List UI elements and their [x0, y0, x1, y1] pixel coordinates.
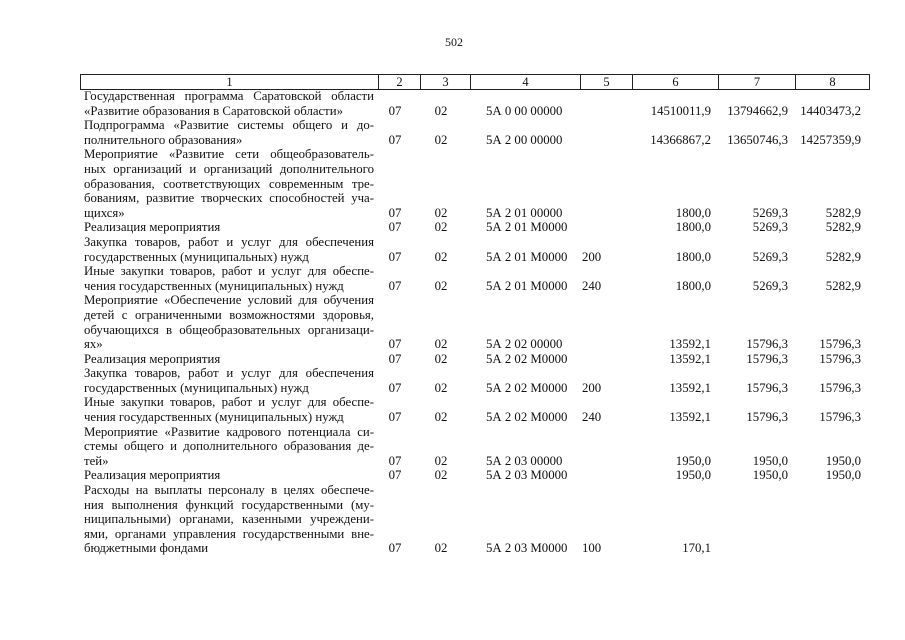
subsection: 02 — [434, 380, 448, 395]
table-row — [80, 395, 864, 424]
table-row — [80, 89, 864, 118]
row-description — [80, 264, 374, 293]
description-line: бованиям, развитие творческих способностей уча- — [84, 191, 374, 206]
description-line: бюджетными фондами — [84, 541, 209, 556]
description-line: Иные закупки товаров, работ и услуг для обеспе- — [84, 395, 374, 410]
amount-col-8: 5282,9 — [825, 220, 861, 235]
section: 07 — [388, 278, 402, 293]
amount-col-7: 13794662,9 — [727, 103, 788, 118]
amount-col-8: 15796,3 — [819, 351, 861, 366]
table-row — [80, 366, 864, 395]
table-row — [80, 220, 864, 235]
row-description — [80, 483, 374, 556]
header-col-6: 6 — [633, 75, 719, 89]
row-description — [80, 366, 374, 395]
amount-col-8: 1950,0 — [825, 453, 861, 468]
amount-col-7: 15796,3 — [746, 410, 788, 425]
amount-col-7: 13650746,3 — [727, 132, 788, 147]
row-description — [80, 118, 374, 147]
row-description — [80, 220, 374, 235]
amount-col-8: 14257359,9 — [800, 132, 861, 147]
table-row — [80, 147, 864, 220]
expense-type: 100 — [582, 541, 602, 556]
amount-col-7: 5269,3 — [752, 278, 788, 293]
description-line: чения государственных (муниципальных) нужд — [84, 278, 344, 293]
subsection: 02 — [434, 337, 448, 352]
expense-type: 240 — [582, 278, 602, 293]
table-row — [80, 118, 864, 147]
target-article: 5А 2 02 М0000 — [486, 380, 568, 395]
amount-col-6: 13592,1 — [669, 410, 711, 425]
section: 07 — [388, 103, 402, 118]
section: 07 — [388, 337, 402, 352]
expense-type: 200 — [582, 380, 602, 395]
target-article: 5А 0 00 00000 — [486, 103, 563, 118]
section: 07 — [388, 220, 402, 235]
table-row — [80, 235, 864, 264]
table-row — [80, 293, 864, 351]
description-line: Закупка товаров, работ и услуг для обеспечения — [84, 366, 374, 381]
subsection: 02 — [434, 453, 448, 468]
target-article: 5А 2 03 М0000 — [486, 541, 568, 556]
row-description — [80, 425, 374, 469]
row-description — [80, 395, 374, 424]
description-line: Закупка товаров, работ и услуг для обеспечения — [84, 234, 374, 249]
subsection: 02 — [434, 351, 448, 366]
amount-col-6: 1800,0 — [675, 220, 711, 235]
amount-col-7: 1950,0 — [752, 453, 788, 468]
amount-col-6: 1950,0 — [675, 453, 711, 468]
row-description — [80, 293, 374, 351]
amount-col-8: 15796,3 — [819, 380, 861, 395]
subsection: 02 — [434, 205, 448, 220]
amount-col-6: 14510011,9 — [650, 103, 711, 118]
description-line: Реализация мероприятия — [84, 220, 221, 235]
subsection: 02 — [434, 132, 448, 147]
amount-col-7: 15796,3 — [746, 380, 788, 395]
row-description — [80, 235, 374, 264]
description-line: чения государственных (муниципальных) нужд — [84, 410, 344, 425]
header-col-1: 1 — [81, 75, 379, 89]
expense-type: 200 — [582, 249, 602, 264]
amount-col-7: 5269,3 — [752, 249, 788, 264]
description-line: Подпрограмма «Развитие системы общего и до- — [84, 118, 374, 133]
description-line: стемы общего и дополнительного образования де- — [84, 439, 374, 454]
description-line: детей с ограниченными возможностями здоровья, — [84, 307, 374, 322]
target-article: 5А 2 01 М0000 — [486, 278, 568, 293]
subsection: 02 — [434, 220, 448, 235]
subsection: 02 — [434, 410, 448, 425]
description-line: Мероприятие «Развитие кадрового потенциала си- — [84, 424, 374, 439]
amount-col-6: 13592,1 — [669, 351, 711, 366]
target-article: 5А 2 03 00000 — [486, 453, 563, 468]
amount-col-7: 15796,3 — [746, 351, 788, 366]
description-line: ях» — [84, 337, 103, 352]
description-line: Реализация мероприятия — [84, 468, 221, 483]
description-line: «Развитие образования в Саратовской области» — [84, 103, 344, 118]
table-row — [80, 264, 864, 293]
section: 07 — [388, 205, 402, 220]
amount-col-8: 14403473,2 — [800, 103, 861, 118]
expense-type: 240 — [582, 410, 602, 425]
amount-col-7: 5269,3 — [752, 205, 788, 220]
section: 07 — [388, 410, 402, 425]
row-description — [80, 352, 374, 367]
table-row — [80, 468, 864, 483]
table-body — [80, 89, 864, 556]
amount-col-8: 5282,9 — [825, 249, 861, 264]
description-line: Мероприятие «Обеспечение условий для обучения — [84, 293, 374, 308]
description-line: полнительного образования» — [84, 132, 243, 147]
amount-col-6: 1800,0 — [675, 249, 711, 264]
subsection: 02 — [434, 249, 448, 264]
table-header — [80, 74, 870, 90]
target-article: 5А 2 00 00000 — [486, 132, 563, 147]
header-col-7: 7 — [719, 75, 796, 89]
target-article: 5А 2 02 М0000 — [486, 351, 568, 366]
description-line: Реализация мероприятия — [84, 351, 221, 366]
description-line: государственных (муниципальных) нужд — [84, 249, 309, 264]
description-line: Расходы на выплаты персоналу в целях обеспече- — [84, 483, 374, 498]
description-line: Государственная программа Саратовской области — [84, 89, 374, 103]
header-col-2: 2 — [379, 75, 421, 89]
amount-col-6: 13592,1 — [669, 337, 711, 352]
row-description — [80, 147, 374, 220]
description-line: образования, соответствующих современным тре- — [84, 176, 374, 191]
header-col-4: 4 — [471, 75, 581, 89]
header-col-3: 3 — [421, 75, 471, 89]
subsection: 02 — [434, 541, 448, 556]
header-col-8: 8 — [829, 75, 836, 89]
amount-col-7: 5269,3 — [752, 220, 788, 235]
target-article: 5А 2 01 М0000 — [486, 249, 568, 264]
description-line: обучающихся в общеобразовательных организаци- — [84, 322, 374, 337]
target-article: 5А 2 03 М0000 — [486, 468, 568, 483]
section: 07 — [388, 453, 402, 468]
subsection: 02 — [434, 468, 448, 483]
section: 07 — [388, 468, 402, 483]
table-row — [80, 425, 864, 469]
description-line: ных организаций и организаций дополнительного — [84, 161, 374, 176]
section: 07 — [388, 132, 402, 147]
description-line: государственных (муниципальных) нужд — [84, 380, 309, 395]
header-col-5: 5 — [581, 75, 633, 89]
description-line: щихся» — [84, 205, 125, 220]
amount-col-6: 14366867,2 — [650, 132, 711, 147]
subsection: 02 — [434, 103, 448, 118]
description-line: ния выполнения функций государственными (му- — [84, 497, 374, 512]
page-number: 502 — [445, 35, 463, 49]
description-line: Мероприятие «Развитие сети общеобразователь- — [84, 147, 374, 162]
target-article: 5А 2 02 00000 — [486, 337, 563, 352]
target-article: 5А 2 01 00000 — [486, 205, 563, 220]
section: 07 — [388, 541, 402, 556]
row-description — [80, 468, 374, 483]
amount-col-7: 1950,0 — [752, 468, 788, 483]
amount-col-6: 1950,0 — [675, 468, 711, 483]
description-line: Иные закупки товаров, работ и услуг для обеспе- — [84, 264, 374, 279]
amount-col-8: 15796,3 — [819, 410, 861, 425]
amount-col-8: 5282,9 — [825, 205, 861, 220]
amount-col-6: 170,1 — [682, 541, 711, 556]
amount-col-6: 1800,0 — [675, 205, 711, 220]
row-description — [80, 89, 374, 118]
target-article: 5А 2 02 М0000 — [486, 410, 568, 425]
description-line: тей» — [84, 453, 109, 468]
amount-col-7: 15796,3 — [746, 337, 788, 352]
amount-col-6: 13592,1 — [669, 380, 711, 395]
section: 07 — [388, 351, 402, 366]
description-line: ями, органами управления государственными вне- — [84, 526, 374, 541]
section: 07 — [388, 380, 402, 395]
amount-col-8: 15796,3 — [819, 337, 861, 352]
description-line: ниципальными) органами, казенными учреждени- — [84, 512, 374, 527]
target-article: 5А 2 01 М0000 — [486, 220, 568, 235]
subsection: 02 — [434, 278, 448, 293]
amount-col-8: 1950,0 — [825, 468, 861, 483]
table-row — [80, 483, 864, 556]
table-row — [80, 352, 864, 367]
amount-col-6: 1800,0 — [675, 278, 711, 293]
section: 07 — [388, 249, 402, 264]
amount-col-8: 5282,9 — [825, 278, 861, 293]
